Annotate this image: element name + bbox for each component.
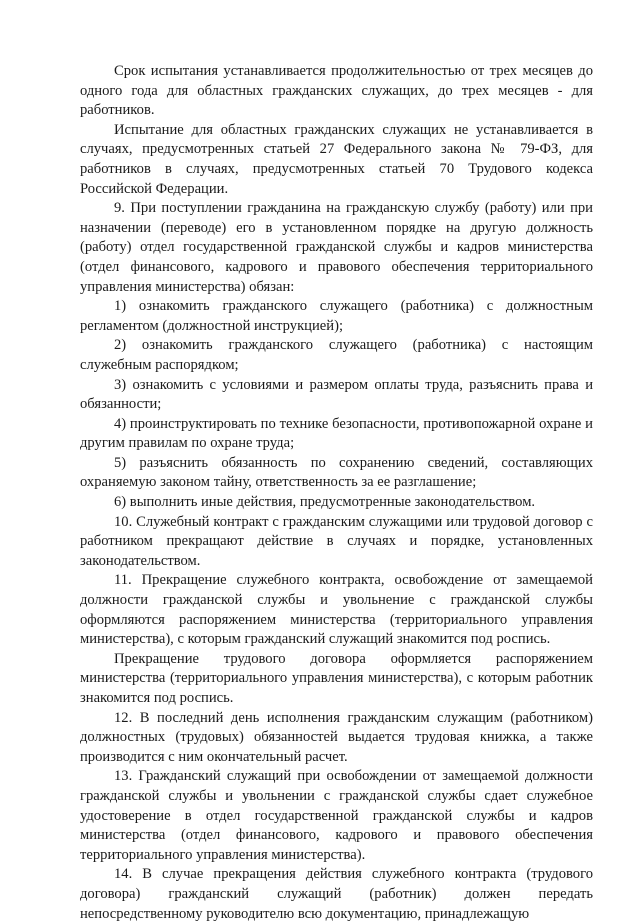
list-item-4: 4) проинструктировать по технике безопасности, противопожарной охране и другим правилам по охране труда;: [80, 415, 593, 452]
paragraph-9-obligations: 9. При поступлении гражданина на гражданскую службу (работу) или при назначении (переводе) его в установленном порядке на другую должность (работу) отдел государственной гражданской службы и кадров министерства (отдел финансового, кадрового и правового обеспечения территориального управления министерства) обязан:: [80, 200, 593, 295]
paragraph-labor-contract-termination: Прекращение трудового договора оформляется распоряжением министерства (территориального управления министерства), с которым работник знакомится под роспись.: [80, 650, 593, 706]
list-item-1: 1) ознакомить гражданского служащего (работника) с должностным регламентом (должностной инструкцией);: [80, 298, 593, 334]
paragraph-12-last-day: 12. В последний день исполнения гражданским служащим (работником) должностных (трудовых) обязанностей выдается трудовая книжка, а также производится с ним окончательный расчет.: [80, 709, 593, 765]
document-body: [80, 62, 593, 924]
paragraph-probation-exceptions: Испытание для областных гражданских служащих не устанавливается в случаях, предусмотренных статьей 27 Федерального закона № 79-ФЗ, для работников в случаях, предусмотренных статьей 70 Трудового кодекса Российской Федерации.: [80, 121, 593, 197]
list-item-2: 2) ознакомить гражданского служащего (работника) с настоящим служебным распорядком;: [80, 337, 593, 373]
paragraph-probation-period: Срок испытания устанавливается продолжительностью от трех месяцев до одного года для областных гражданских служащих, до трех месяцев - для работников.: [80, 63, 593, 119]
list-item-6: 6) выполнить иные действия, предусмотренные законодательством.: [114, 494, 536, 511]
paragraph-11-contract-termination: 11. Прекращение служебного контракта, освобождение от замещаемой должности гражданской службы и увольнение с гражданской службы оформляются распоряжением министерства (территориального управления министерства), с которым гражданский служащий знакомится под роспись.: [80, 572, 593, 648]
paragraph-10-termination: 10. Служебный контракт с гражданским служащими или трудовой договор с работником прекращают действие в случаях и порядке, установленных законодательством.: [80, 513, 593, 569]
list-item-3: 3) ознакомить с условиями и размером оплаты труда, разъяснить права и обязанности;: [80, 376, 593, 413]
paragraph-14-documentation: 14. В случае прекращения действия служебного контракта (трудового договора) гражданский служащий (работник) должен передать непосредственному руководителю всю документацию, принадлежащую: [80, 866, 593, 922]
paragraph-13-id-return: 13. Гражданский служащий при освобождении от замещаемой должности гражданской службы и увольнении с гражданской службы сдает служебное удостоверение в отдел государственной гражданской службы и кадров министерства (отдел финансового, кадрового и правового обеспечения территориального управления министерства).: [80, 768, 593, 863]
list-item-5: 5) разъяснить обязанность по сохранению сведений, составляющих охраняемую законом тайну, ответственность за ее разглашение;: [80, 454, 593, 491]
